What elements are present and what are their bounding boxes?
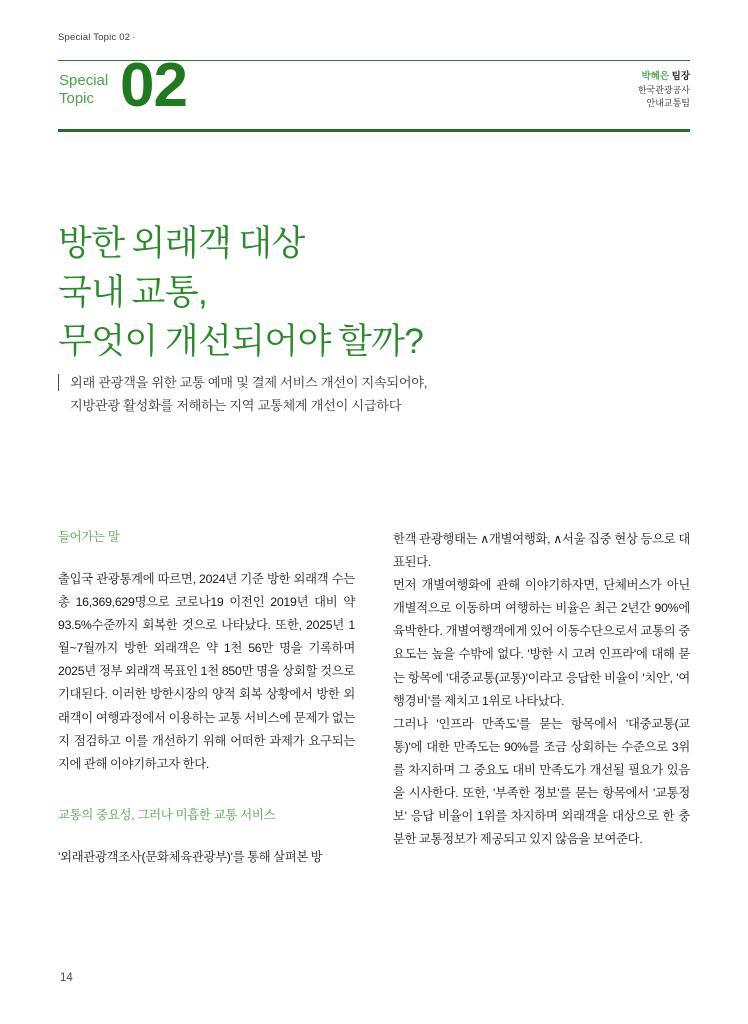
right-column <box>393 528 690 869</box>
special-topic-label-line1: Special <box>59 72 109 89</box>
body-columns <box>58 528 690 869</box>
special-topic-label-line2: Topic <box>59 89 95 107</box>
page-title-line3: 무엇이 개선되어야 할까? <box>58 322 424 362</box>
special-topic-label <box>59 72 108 107</box>
section-heading-intro: 들어가는 말 <box>58 530 120 544</box>
right-paragraph-1: 한객 관광행태는 ∧개별여행화, ∧서울 집중 현상 등으로 대표된다. <box>393 532 690 570</box>
subtitle-deck <box>58 371 678 417</box>
section-heading-transport: 교통의 중요성, 그러나 미흡한 교통 서비스 <box>58 807 276 822</box>
left-paragraph-2: '외래관광객조사(문화체육관광부)'를 통해 살펴본 방 <box>58 849 323 864</box>
left-paragraph-1: 출입국 관광통계에 따르면, 2024년 기준 방한 외래객 수는 총 16,369,629명으로 코로나19 이전인 2019년 대비 약 93.5%수준까지 회복한 것으로 나타났다. 또한, 2025년 1월~7월까지 방한 외래객은 약 1천 56만 명을 기록하며 2025년 정부 외래객 목표인 1천 850만 명을 상회할 것으로 기대된다. 이러한 방한시장의 양적 회복 상황에서 방한 외래객이 여행과정에서 이용하는 교통 서비스에 문제가 없는지 점검하고 이를 개선하기 위해 어떠한 과제가 요구되는지에 관해 이야기하고자 한다. <box>58 572 355 771</box>
deck-line2: 지방관광 활성화를 저해하는 지역 교통체계 개선이 시급하다 <box>70 398 402 413</box>
masthead-bottom-rule <box>58 129 690 132</box>
masthead <box>58 51 690 128</box>
author-org-line2: 안내교통팀 <box>646 98 690 108</box>
author-name: 박혜은 <box>641 71 669 82</box>
page-title-line2: 국내 교통, <box>58 273 208 313</box>
right-paragraph-2: 먼저 개별여행화에 관해 이야기하자면, 단체버스가 아닌 개별적으로 이동하며 여행하는 비율은 최근 2년간 90%에 육박한다. 개별여행객에게 있어 이동수단으로서 교통의 중요도는 높을 수밖에 없다. '방한 시 고려 인프라'에 대해 묻는 항목에 '대중교통(교통)'이라고 응답한 비율이 '치안', '여행경비'를 제치고 1위로 나타났다. <box>393 578 690 708</box>
author-role: 팀장 <box>671 71 690 82</box>
left-column <box>58 528 355 869</box>
running-header-text: Special Topic 02 <box>58 32 131 43</box>
running-header <box>58 32 136 43</box>
byline <box>638 70 690 111</box>
page-number: 14 <box>60 972 73 984</box>
byline-name-row <box>638 70 690 84</box>
special-topic-number: 02 <box>120 51 187 120</box>
author-org-line1: 한국관광공사 <box>637 84 690 95</box>
page-title <box>58 219 698 366</box>
running-header-dot: · <box>132 32 136 43</box>
deck-text <box>70 371 427 417</box>
deck-tick-mark <box>58 374 59 391</box>
page-title-line1: 방한 외래객 대상 <box>58 224 305 264</box>
deck-line1: 외래 관광객을 위한 교통 예매 및 결제 서비스 개선이 지속되어야, <box>70 375 428 390</box>
right-paragraph-3: 그러나 '인프라 만족도'를 묻는 항목에서 '대중교통(교통)'에 대한 만족도는 90%를 조금 상회하는 수준으로 3위를 차지하며 그 중요도 대비 만족도가 개선될 필요가 있음을 시사한다. 또한, '부족한 정보'를 묻는 항목에서 '교통정보' 응답 비율이 1위를 차지하며 외래객을 대상으로 한 충분한 교통정보가 제공되고 있지 않음을 보여준다. <box>393 716 690 847</box>
